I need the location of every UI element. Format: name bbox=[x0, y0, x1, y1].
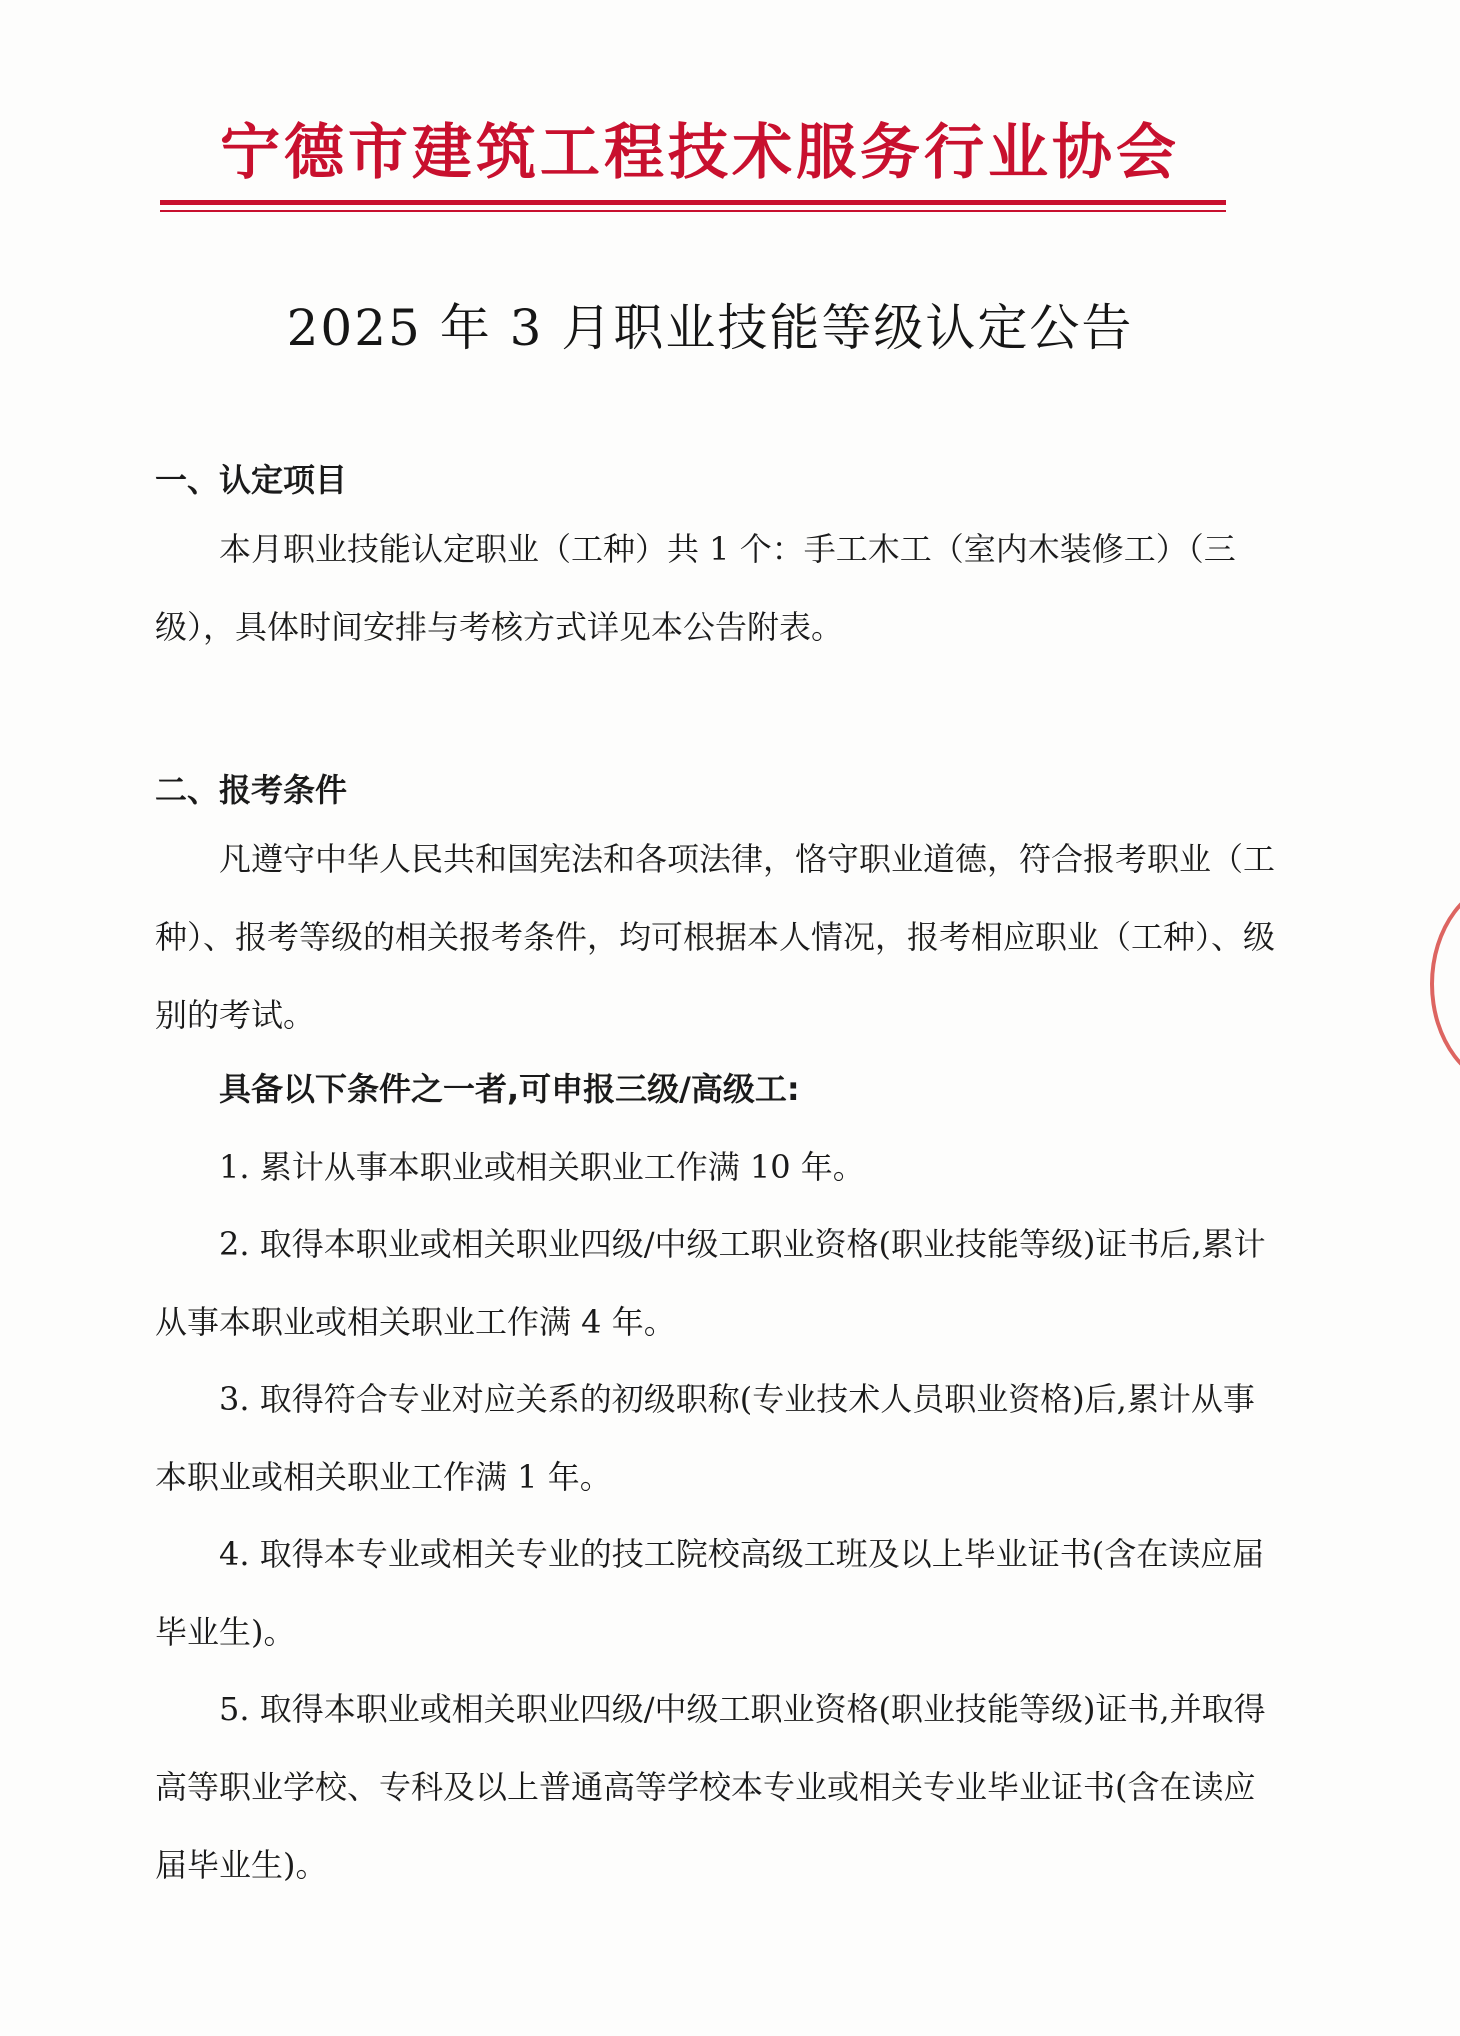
condition-item-3: 3. 取得符合专业对应关系的初级职称(专业技术人员职业资格)后,累计从事本职业或相关职业工作满 1 年。 bbox=[155, 1380, 1255, 1496]
condition-item-5: 5. 取得本职业或相关职业四级/中级工职业资格(职业技能等级)证书,并取得高等职业学校、专科及以上普通高等学校本专业或相关专业毕业证书(含在读应届毕业生)。 bbox=[155, 1690, 1266, 1884]
letterhead-org-name: 宁德市建筑工程技术服务行业协会 bbox=[220, 118, 1180, 188]
letterhead-rule-thick bbox=[160, 200, 1226, 205]
letterhead-rule-thin bbox=[160, 210, 1226, 212]
section-1-body: 本月职业技能认定职业（工种）共 1 个：手工木工（室内木装修工）（三级），具体时间安排与考核方式详见本公告附表。 bbox=[155, 530, 1236, 646]
document-title: 2025 年 3 月职业技能等级认定公告 bbox=[286, 299, 1134, 357]
condition-item-4: 4. 取得本专业或相关专业的技工院校高级工班及以上毕业证书(含在读应届毕业生)。 bbox=[155, 1535, 1265, 1651]
official-seal-partial bbox=[1430, 880, 1460, 1088]
section-2-subheading: 具备以下条件之一者,可申报三级/高级工: bbox=[219, 1070, 800, 1108]
condition-item-2: 2. 取得本职业或相关职业四级/中级工职业资格(职业技能等级)证书后,累计从事本职业或相关职业工作满 4 年。 bbox=[155, 1225, 1266, 1341]
condition-item-1: 1. 累计从事本职业或相关职业工作满 10 年。 bbox=[219, 1148, 865, 1186]
section-2-intro: 凡遵守中华人民共和国宪法和各项法律，恪守职业道德，符合报考职业（工种）、报考等级的相关报考条件，均可根据本人情况，报考相应职业（工种）、级别的考试。 bbox=[155, 840, 1276, 1034]
section-1-heading: 一、认定项目 bbox=[155, 461, 348, 499]
section-2-heading: 二、报考条件 bbox=[155, 771, 348, 809]
